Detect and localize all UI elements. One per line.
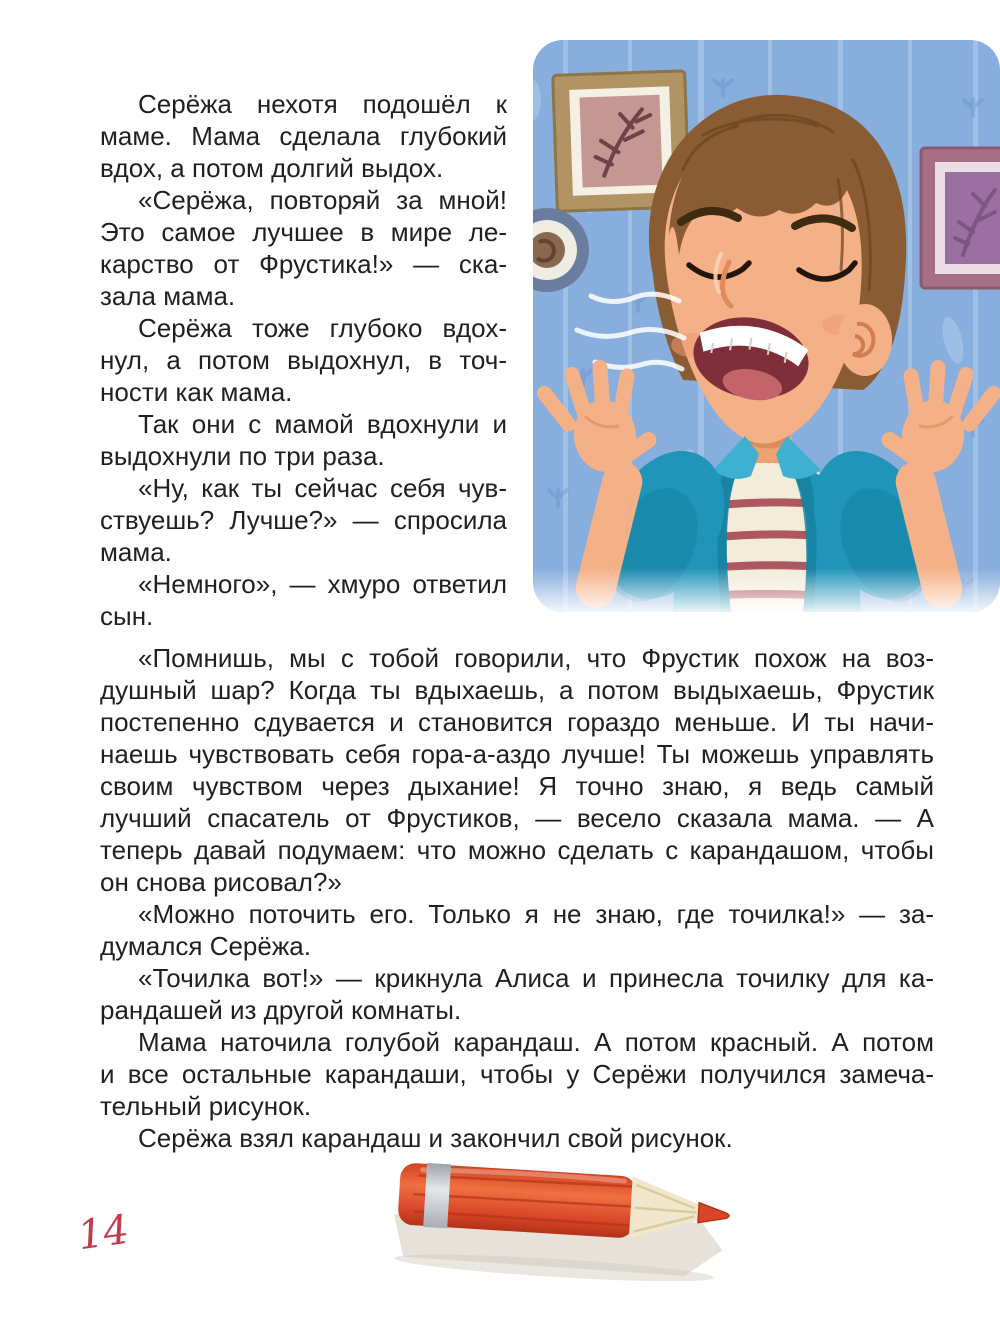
text-line: Серёжа тоже глубоко вдох- bbox=[138, 313, 507, 343]
mauve-picture-frame bbox=[921, 148, 1000, 288]
text-line: «Точилка вот!» — крикнула Алиса и принесла точилку для ка- bbox=[138, 963, 934, 993]
story-left-column bbox=[100, 88, 507, 632]
text-line: и все остальные карандаши, чтобы у Серёжи получился замеча- bbox=[100, 1059, 934, 1089]
text-line: маме. Мама сделала глубокий bbox=[100, 121, 507, 151]
paragraph bbox=[100, 184, 507, 312]
text-line: сын. bbox=[100, 601, 154, 631]
text-line: ности как мама. bbox=[100, 377, 293, 407]
text-line: рандашей из другой комнаты. bbox=[100, 995, 462, 1025]
paragraph bbox=[100, 642, 934, 898]
boy-exhaling-illustration bbox=[533, 40, 1000, 612]
red-pencil-illustration bbox=[372, 1158, 744, 1298]
page-number: 14 bbox=[75, 1206, 132, 1260]
text-line: зала мама. bbox=[100, 281, 236, 311]
text-line: Мама наточила голубой карандаш. А потом красный. А потом bbox=[138, 1027, 934, 1057]
paragraph bbox=[100, 88, 507, 184]
pencil-tip bbox=[698, 1203, 730, 1225]
text-line: вдох, а потом долгий выдох. bbox=[100, 153, 444, 183]
text-line: Серёжа нехотя подошёл к bbox=[138, 89, 507, 119]
paragraph bbox=[100, 1026, 934, 1122]
text-line: «Серёжа, повторяй за мной! bbox=[138, 185, 507, 215]
text-line: лучший спасатель от Фрустиков, — весело сказала мама. — А bbox=[100, 803, 934, 833]
text-line: нул, а потом выдохнул, в точ- bbox=[100, 345, 507, 375]
text-line: «Помнишь, мы с тобой говорили, что Фрустик похож на воз- bbox=[138, 643, 934, 673]
text-line: своим чувством через дыхание! Я точно знаю, я ведь самый bbox=[100, 771, 934, 801]
pencil-band bbox=[423, 1163, 451, 1228]
paragraph bbox=[100, 568, 507, 632]
text-line: «Можно поточить его. Только я не знаю, где точилка!» — за- bbox=[138, 899, 934, 929]
boy-exhaling-art bbox=[533, 40, 1000, 612]
text-line: наешь чувствовать себя гора-а-аздо лучше! Ты можешь управлять bbox=[100, 739, 934, 769]
boy-ear bbox=[838, 304, 892, 376]
text-line: «Немного», — хмуро ответил bbox=[138, 569, 507, 599]
text-line: думался Серёжа. bbox=[100, 931, 311, 961]
text-line: ствуешь? Лучше?» — спросила bbox=[100, 505, 507, 535]
text-line: карство от Фрустика!» — ска- bbox=[100, 249, 507, 279]
illustration-fade bbox=[533, 568, 1000, 612]
text-line: Это самое лучшее в мире ле- bbox=[100, 217, 507, 247]
text-line: постепенно сдувается и становится гораздо меньше. И ты начи- bbox=[100, 707, 934, 737]
text-line: теперь давай подумаем: что можно сделать с карандашом, чтобы bbox=[100, 835, 934, 865]
red-pencil-art bbox=[372, 1158, 744, 1298]
text-line: Серёжа взял карандаш и закончил свой рисунок. bbox=[138, 1123, 733, 1153]
text-line: тельный рисунок. bbox=[100, 1091, 312, 1121]
text-line: «Ну, как ты сейчас себя чув- bbox=[138, 473, 507, 503]
text-line: душный шар? Когда ты вдыхаешь, а потом выдыхаешь, Фрустик bbox=[100, 675, 934, 705]
text-line: он снова рисовал?» bbox=[100, 867, 342, 897]
text-line: Так они с мамой вдохнули и bbox=[138, 409, 507, 439]
text-line: мама. bbox=[100, 537, 172, 567]
paragraph bbox=[100, 962, 934, 1026]
text-line: выдохнули по три раза. bbox=[100, 441, 385, 471]
paragraph bbox=[100, 312, 507, 408]
paragraph bbox=[100, 408, 507, 472]
paragraph bbox=[100, 472, 507, 568]
paragraph bbox=[100, 898, 934, 962]
paragraph bbox=[100, 1122, 934, 1154]
story-full-width bbox=[100, 642, 934, 1154]
